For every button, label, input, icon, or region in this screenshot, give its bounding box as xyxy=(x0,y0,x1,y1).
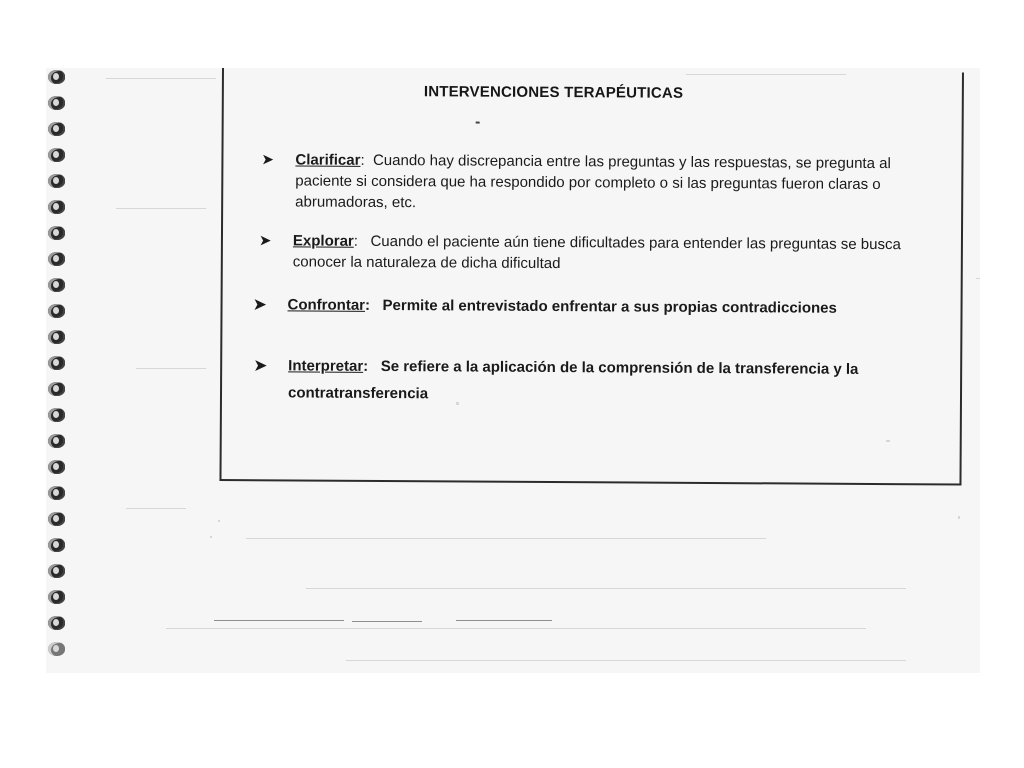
item-term: Confrontar xyxy=(287,296,366,314)
arrow-bullet-icon: ➤ xyxy=(261,151,275,169)
stray-mark xyxy=(476,122,480,124)
spiral-ring-icon xyxy=(48,642,65,656)
spiral-ring-icon xyxy=(48,538,65,552)
spiral-ring-icon xyxy=(48,278,65,292)
item-text: Cuando el paciente aún tiene dificultades para entender las preguntas se busca conocer la naturaleza de dicha dificultad xyxy=(292,232,901,273)
spiral-ring-icon xyxy=(48,252,65,266)
item-separator: : xyxy=(360,151,365,169)
spiral-ring-icon xyxy=(48,564,65,578)
item-text: Se refiere a la aplicación de la comprensión de la transferencia y la contratransferencia xyxy=(287,357,859,403)
list-item-confrontar xyxy=(253,294,927,319)
spiral-ring-icon xyxy=(48,174,65,188)
list-item-clarificar xyxy=(261,149,935,216)
spiral-ring-icon xyxy=(48,486,65,500)
item-separator: : xyxy=(363,357,369,375)
content-box xyxy=(219,68,964,486)
spiral-ring-icon xyxy=(48,356,65,370)
document-title: INTERVENCIONES TERAPÉUTICAS xyxy=(423,83,684,102)
arrow-bullet-icon: ➤ xyxy=(253,296,267,314)
spiral-ring-icon xyxy=(48,70,65,84)
list-item-explorar xyxy=(258,230,933,276)
item-term: Clarificar xyxy=(295,151,361,169)
spiral-ring-icon xyxy=(48,512,65,526)
spiral-ring-icon xyxy=(48,330,65,344)
spiral-ring-icon xyxy=(48,382,65,396)
item-text: Permite al entrevistado enfrentar a sus propias contradicciones xyxy=(382,296,837,317)
spiral-ring-icon xyxy=(48,408,65,422)
arrow-bullet-icon: ➤ xyxy=(254,357,267,375)
item-term: Explorar xyxy=(292,232,354,250)
spiral-ring-icon xyxy=(48,122,65,136)
spiral-binding xyxy=(48,68,70,673)
item-text: Cuando hay discrepancia entre las preguntas y las respuestas, se pregunta al paciente si considera que ha respondido por completo o si las preguntas fueron claras o abrumadoras, etc. xyxy=(295,151,891,212)
spiral-ring-icon xyxy=(48,434,65,448)
spiral-ring-icon xyxy=(48,148,65,162)
scanned-page xyxy=(46,68,980,673)
item-separator: : xyxy=(365,296,371,314)
spiral-ring-icon xyxy=(48,226,65,240)
arrow-bullet-icon: ➤ xyxy=(258,232,272,250)
spiral-ring-icon xyxy=(48,590,65,604)
list-item-interpretar xyxy=(254,352,908,410)
spiral-ring-icon xyxy=(48,616,65,630)
spiral-ring-icon xyxy=(48,304,65,318)
spiral-ring-icon xyxy=(48,460,65,474)
item-term: Interpretar xyxy=(288,357,364,375)
spiral-ring-icon xyxy=(48,96,65,110)
spiral-ring-icon xyxy=(48,200,65,214)
item-separator: : xyxy=(353,232,359,250)
